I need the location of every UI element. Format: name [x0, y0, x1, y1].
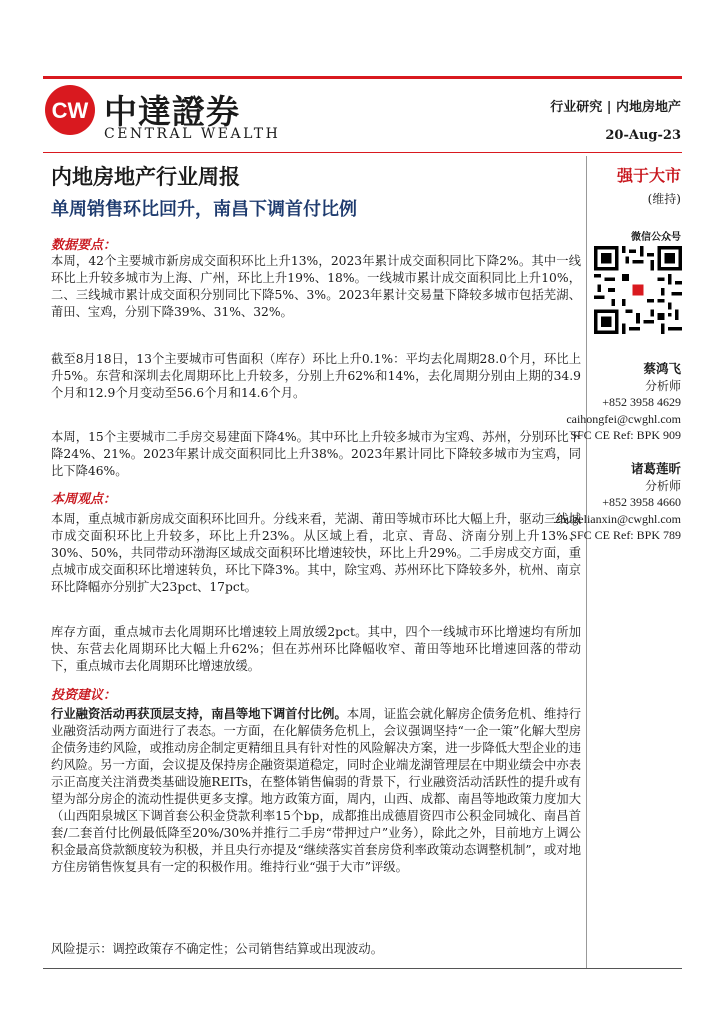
analyst-card	[547, 461, 681, 544]
rating-status: (维持)	[647, 192, 681, 206]
analyst-email[interactable]: zhugelianxin@cwghl.com	[554, 511, 681, 526]
view-paragraph: 本周，重点城市新房成交面积环比回升。分线来看，芜湖、莆田等城市环比大幅上升，驱动三线城市成交面积环比上升较多，环比上升23%。从区域上看，北京、青岛、济南分别上升13%、30%、50%，共同带动环渤海区域成交面积环比增速较快，环比上升29%。二手房成交方面，重点城市成交面积环比增速转负，环比下降3%。其中，除宝鸡、苏州环比下降较多外，杭州、南京环比降幅亦分别扩大23pct、17pct。	[51, 512, 581, 594]
analyst-name: 蔡鸿飞	[643, 362, 681, 376]
cw-logo-icon	[44, 84, 96, 136]
svg-text:CW: CW	[51, 98, 89, 123]
section-heading-view: 本周观点：	[51, 492, 117, 507]
invest-body-text: 本周，证监会就化解房企债务危机、维持行业融资活动两方面进行了表态。一方面，在化解债务危机上，会议强调坚持“一企一策”化解大型房企债务违约风险，或推动房企制定更精细且具有针对性的风险解决方案，进一步降低大型企业的违约风险。另一方面，会议提及保持房企融资渠道稳定，同时企业端龙湖管理层在中期业绩会中亦表示正高度关注消费类基础设施REITs，在整体销售偏弱的背景下，行业融资活动活跃性的提升或有望为部分房企的流动性提供更多支撑。地方政策方面，周内，山西、成都、南昌等地政策力度加大（山西阳泉城区下调首套公积金贷款利率15个bp，成都推出成德眉资四市公积金同城化、南昌首套/二套首付比例最低降至20%/30%并推行二手房“带押过户”业务），除此之外，目前地方上调公积金最高贷款额度较为积极，并且央行亦提及“继续落实首套房贷利率政策动态调整机制”，或对地方住房销售恢复具有一定的积极作用。维持行业“强于大市”评级。	[51, 707, 581, 874]
analyst-email[interactable]: caihongfei@cwghl.com	[566, 411, 681, 426]
report-date: 20-Aug-23	[605, 128, 681, 143]
data-paragraph: 截至8月18日，13个主要城市可售面积（库存）环比上升0.1%：平均去化周期28.0个月，环比上升5%。东营和深圳去化周期环比上升较多，分别上升62%和14%，去化周期分别由上期的34.9个月和12.9个月变动至56.6个月和14.6个月。	[51, 352, 581, 400]
analyst-role: 分析师	[644, 478, 681, 493]
report-title: 内地房地产行业周报	[51, 164, 240, 189]
data-paragraph: 本周，42个主要城市新房成交面积环比上升13%，2023年累计成交面积同比下降2%。其中一线环比上升较多城市为上海、广州，环比上升19%、18%。一线城市累计成交面积同比上升10%，二、三线城市累计成交面积分别同比下降5%、3%。2023年累计交易量下降较多城市包括芜湖、莆田、宝鸡，分别下降39%、31%、32%。	[51, 254, 581, 319]
top-red-rule	[43, 76, 682, 79]
risk-note: 风险提示：调控政策存不确定性；公司销售结算或出现波动。	[51, 942, 384, 956]
rating-label: 强于大市	[616, 166, 681, 185]
invest-paragraph	[51, 705, 581, 876]
analyst-name: 诸葛莲昕	[630, 462, 681, 476]
analyst-sfc-ref: SFC CE Ref: BPK 789	[570, 528, 681, 542]
section-heading-invest: 投资建议：	[51, 688, 117, 703]
report-subtitle: 单周销售环比回升，南昌下调首付比例	[51, 199, 357, 220]
wechat-label: 微信公众号	[631, 232, 681, 243]
analyst-role: 分析师	[644, 378, 681, 393]
invest-lead-sentence: 行业融资活动再获顶层支持，南昌等地下调首付比例。	[51, 706, 347, 721]
qr-code-icon	[594, 246, 682, 334]
section-heading-data: 数据要点：	[51, 238, 117, 253]
analyst-phone: +852 3958 4660	[602, 495, 681, 509]
analyst-sfc-ref: SFC CE Ref: BPK 909	[570, 428, 681, 442]
analyst-card	[547, 361, 681, 444]
data-paragraph: 本周，15个主要城市二手房交易建面下降4%。其中环比上升较多城市为宝鸡、苏州，分别环比下降24%、21%。2023年累计成交面积同比上升38%。2023年累计同比下降较多城市为宝鸡，同比下降46%。	[51, 430, 581, 478]
bottom-rule	[43, 968, 682, 969]
header-rule	[43, 152, 682, 153]
brand-name-cn: 中達證券	[104, 92, 240, 131]
view-paragraph: 库存方面，重点城市去化周期环比增速较上周放缓2pct。其中，四个一线城市环比增速均有所加快、东营去化周期环比大幅上升62%；但在苏州环比降幅收窄、莆田等地环比增速回落的带动下，重点城市去化周期环比增速放缓。	[51, 625, 581, 673]
report-category: 行业研究 | 内地房地产	[550, 100, 681, 115]
analyst-phone: +852 3958 4629	[602, 395, 681, 409]
column-divider	[586, 156, 587, 968]
brand-name-en: CENTRAL WEALTH	[104, 126, 281, 142]
